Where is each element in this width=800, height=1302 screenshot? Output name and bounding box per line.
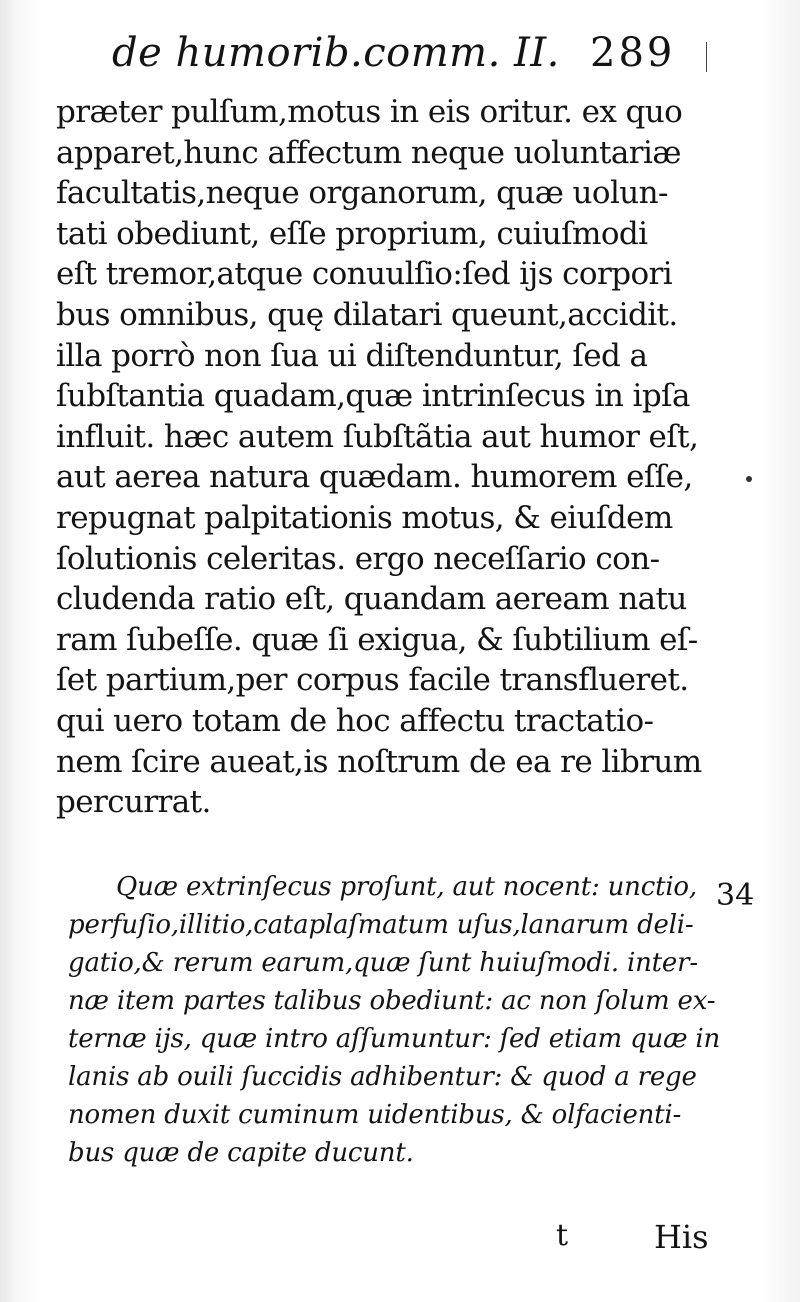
signature-mark: t <box>556 1218 569 1253</box>
text-line: eſt tremor,atque conuulſio:ſed ijs corpori <box>56 256 673 293</box>
text-line: repugnat palpitationis motus, & eiuſdem <box>56 499 673 536</box>
page-number: 289 <box>590 30 676 76</box>
text-line: nomen duxit cuminum uidentibus, & olfacienti- <box>68 1100 682 1130</box>
text-line: ſubſtantia quadam,quæ intrinſecus in ipſa <box>56 378 690 415</box>
running-title: de humorib.comm. II. <box>112 30 560 76</box>
text-line: aut aerea natura quædam. humorem eſſe, <box>56 459 693 496</box>
text-line: næ item partes talibus obediunt: ac non ſolum ex- <box>68 986 716 1016</box>
text-line: tati obediunt, eſſe proprium, cuiuſmodi <box>56 215 648 252</box>
margin-dot <box>746 476 752 482</box>
text-line: lanis ab ouili ſuccidis adhibentur: & quod a rege <box>68 1062 697 1092</box>
text-line: ſolutionis celeritas. ergo neceſſario con- <box>56 540 660 577</box>
text-line: præter pulſum,motus in eis oritur. ex quo <box>56 94 683 130</box>
text-line: nem ſcire aueat,is noſtrum de ea re librum <box>56 743 702 780</box>
margin-number: 34 <box>716 878 755 913</box>
text-line: gatio,& rerum earum,quæ ſunt huiuſmodi. inter- <box>68 948 698 978</box>
body-text <box>56 92 706 823</box>
text-line: facultatis,neque organorum, quæ uolun- <box>56 175 668 212</box>
text-line: bus omnibus, quę dilatari queunt,accidit. <box>56 296 678 333</box>
text-line: percurrat. <box>56 784 211 821</box>
page-edge-rule <box>706 42 707 72</box>
catchword: His <box>654 1218 709 1256</box>
text-block <box>68 868 721 1172</box>
text-line: illa porrò non ſua ui diſtenduntur, ſed a <box>56 337 648 374</box>
text-line: qui uero totam de hoc affectu tractatio- <box>56 702 654 739</box>
text-line: bus quæ de capite ducunt. <box>68 1138 414 1168</box>
text-line: ternæ ijs, quæ intro aſſumuntur: ſed etiam quæ in <box>68 1024 721 1054</box>
text-line: ſet partium,per corpus facile transflueret. <box>56 662 689 699</box>
text-line: cludenda ratio eſt, quandam aeream natu <box>56 581 687 618</box>
text-line: apparet,hunc affectum neque uoluntariæ <box>56 134 681 171</box>
text-line: influit. hæc autem ſubſtãtia aut humor eſt, <box>56 418 699 455</box>
text-line: perfuſio,illitio,cataplaſmatum uſus,lanarum deli- <box>68 910 694 940</box>
text-line: ram ſubeſſe. quæ ſi exigua, & ſubtilium eſ- <box>56 621 698 658</box>
text-line: Quæ extrinſecus proſunt, aut nocent: unctio, <box>116 872 697 902</box>
